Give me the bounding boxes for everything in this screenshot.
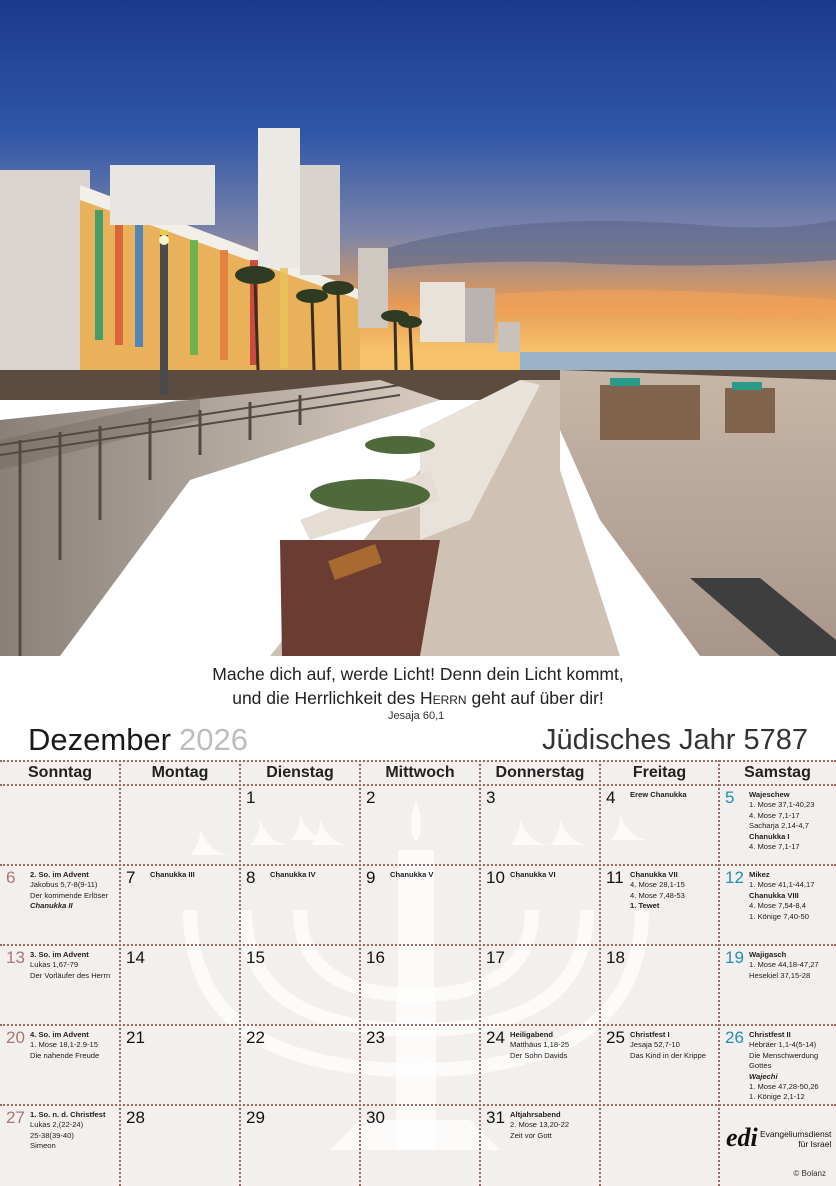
day-cell <box>480 784 600 864</box>
note-line: Lukas 1,67-79 <box>30 960 79 970</box>
year: 2026 <box>179 722 248 757</box>
day-cell <box>600 1024 719 1104</box>
grid-line <box>0 1104 836 1106</box>
day-cell <box>480 864 600 944</box>
edi-logo-mark: edi <box>726 1123 758 1152</box>
day-cell <box>0 1024 120 1104</box>
note-line: Hebräer 1,1-4(5-14) <box>749 1040 817 1050</box>
day-cell <box>600 944 719 1024</box>
weekday-3: Mittwoch <box>385 764 455 781</box>
note-line: Jesaja 52,7-10 <box>630 1040 680 1050</box>
grid-line <box>0 1024 836 1026</box>
day-cell <box>719 784 836 864</box>
verse-line-2-end: geht auf über dir! <box>466 688 604 708</box>
day-number: 1 <box>246 788 256 807</box>
day-number: 6 <box>6 868 16 887</box>
day-cell <box>360 1024 480 1104</box>
day-number: 14 <box>126 948 145 967</box>
note-line: Der Vorläufer des Herrn <box>30 970 111 980</box>
grid-line <box>0 760 836 762</box>
day-note <box>30 950 110 981</box>
note-line: Das Kind in der Krippe <box>630 1050 706 1060</box>
grid-line <box>0 784 836 786</box>
note-line: Christfest II <box>749 1030 791 1039</box>
day-note <box>30 870 108 912</box>
verse-line-2-start: und die Herrlichkeit des <box>232 688 420 708</box>
note-line: 3. So. im Advent <box>30 950 89 959</box>
note-line: Chanukka VII <box>630 870 678 879</box>
day-cell <box>360 1104 480 1186</box>
verse-line-1: Mache dich auf, werde Licht! Denn dein Licht kommt, <box>212 664 624 684</box>
day-number: 27 <box>6 1108 25 1127</box>
note-line: Chanukka VI <box>510 870 556 879</box>
jewish-year: Jüdisches Jahr 5787 <box>542 724 808 756</box>
note-line: Jakobus 5,7-8(9-11) <box>30 880 98 890</box>
verse-reference: Jesaja 60,1 <box>388 710 445 722</box>
day-cell <box>240 1104 360 1186</box>
day-number: 25 <box>606 1028 625 1047</box>
day-note <box>30 1110 106 1152</box>
note-line: 2. Mose 13,20-22 <box>510 1120 570 1130</box>
day-number: 13 <box>6 948 25 967</box>
day-cell <box>719 1024 836 1104</box>
weekday-4: Donnerstag <box>495 764 585 781</box>
day-cell <box>240 784 360 864</box>
day-note <box>150 870 195 880</box>
day-number: 17 <box>486 948 505 967</box>
day-number: 9 <box>366 868 376 887</box>
day-cell <box>120 944 240 1024</box>
day-cell <box>719 944 836 1024</box>
grid-line <box>359 760 361 1186</box>
month-title <box>28 722 248 758</box>
day-cell <box>0 1104 120 1186</box>
note-line: 4. Mose 7,48-53 <box>630 890 685 900</box>
day-number: 15 <box>246 948 265 967</box>
day-number: 3 <box>486 788 496 807</box>
note-line: 25-38(39-40) <box>30 1130 74 1140</box>
day-note <box>270 870 316 880</box>
day-number: 8 <box>246 868 256 887</box>
day-note <box>390 870 433 880</box>
note-line: 2. So. im Advent <box>30 870 89 879</box>
day-number: 24 <box>486 1028 505 1047</box>
verse-lord: Herrn <box>419 688 467 708</box>
day-number: 12 <box>725 868 744 887</box>
note-line: 4. Mose 28,1-15 <box>630 880 685 890</box>
month-name: Dezember <box>28 722 171 757</box>
day-cell <box>480 1024 600 1104</box>
note-line: Die Menschwerdung <box>749 1050 819 1060</box>
weekday-header <box>0 760 836 784</box>
day-cell <box>719 864 836 944</box>
day-cell <box>240 864 360 944</box>
weekday-2: Dienstag <box>266 764 334 781</box>
note-line: Chanukka IV <box>270 870 316 879</box>
note-line: Chanukka VIII <box>749 890 799 900</box>
day-note <box>30 1030 99 1061</box>
day-number: 2 <box>366 788 376 807</box>
day-note <box>630 870 685 912</box>
note-line: Der kommende Erlöser <box>30 890 109 900</box>
day-cell <box>600 1104 719 1186</box>
note-line: 1. Könige 2,1-12 <box>749 1092 805 1102</box>
day-note <box>510 1110 569 1141</box>
note-line: 1. Mose 44,18-47,27 <box>749 960 819 970</box>
note-line: 4. So. im Advent <box>30 1030 89 1039</box>
day-cell <box>120 864 240 944</box>
day-note <box>749 870 814 922</box>
note-line: Christfest I <box>630 1030 670 1039</box>
note-line: 1. Mose 47,28-50,26 <box>749 1082 819 1092</box>
day-cell <box>240 944 360 1024</box>
day-cell <box>480 944 600 1024</box>
note-line: Sacharja 2,14-4,7 <box>749 821 809 831</box>
grid-line <box>718 760 720 1186</box>
note-line: Wajeschew <box>749 790 790 799</box>
note-line: 1. Mose 41,1-44,17 <box>749 880 815 890</box>
note-line: Mikez <box>749 870 770 879</box>
day-cell <box>360 784 480 864</box>
note-line: Lukas 2,(22-24) <box>30 1120 84 1130</box>
note-line: 1. Mose 18,1-2.9-15 <box>30 1040 98 1050</box>
day-number: 22 <box>246 1028 265 1047</box>
note-line: 4. Mose 7,1-17 <box>749 810 800 820</box>
day-number: 31 <box>486 1108 505 1127</box>
edi-logo-text <box>760 1129 831 1149</box>
note-line: Zeit vor Gott <box>510 1130 552 1140</box>
day-cell <box>360 944 480 1024</box>
day-cell <box>600 864 719 944</box>
edi-logo-line-1: Evangeliumsdienst <box>760 1129 832 1139</box>
day-number: 5 <box>725 788 735 807</box>
note-line: 1. Tewet <box>630 901 660 911</box>
note-line: 4. Mose 7,54-8,4 <box>749 901 806 911</box>
weekday-0: Sonntag <box>28 764 92 781</box>
note-line: Der Sohn Davids <box>510 1050 568 1060</box>
day-number: 10 <box>486 868 505 887</box>
verse-line-2 <box>0 686 836 710</box>
edi-logo-line-2: für Israel <box>798 1139 832 1149</box>
photo-credit: © Bolanz <box>793 1169 826 1178</box>
note-line: Matthäus 1,18-25 <box>510 1040 570 1050</box>
grid-line <box>599 760 601 1186</box>
grid-line <box>0 864 836 866</box>
note-line: Chanukka III <box>150 870 195 879</box>
day-note <box>630 790 687 800</box>
note-line: Gottes <box>749 1061 772 1071</box>
edi-logo <box>726 1123 830 1163</box>
note-line: Heiligabend <box>510 1030 554 1039</box>
weekday-5: Freitag <box>632 764 687 781</box>
day-cell <box>120 1104 240 1186</box>
note-line: Wajechi <box>749 1071 778 1081</box>
day-number: 4 <box>606 788 616 807</box>
note-line: Altjahrsabend <box>510 1110 561 1119</box>
calendar-grid <box>0 760 836 1186</box>
day-number: 26 <box>725 1028 744 1047</box>
day-cell <box>120 784 240 864</box>
day-number: 20 <box>6 1028 25 1047</box>
note-line: Chanukka I <box>749 831 790 841</box>
note-line: 1. Könige 7,40-50 <box>749 911 809 921</box>
day-number: 28 <box>126 1108 145 1127</box>
day-note <box>749 790 814 852</box>
day-number: 11 <box>606 868 624 887</box>
note-line: Wajigasch <box>749 950 787 959</box>
day-cell <box>360 864 480 944</box>
note-line: 1. So. n. d. Christfest <box>30 1110 106 1119</box>
grid-line <box>119 760 121 1186</box>
day-number: 19 <box>725 948 744 967</box>
note-line: Hesekiel 37,15-28 <box>749 970 811 980</box>
day-number: 18 <box>606 948 625 967</box>
note-line: Chanukka II <box>30 901 73 911</box>
bible-verse <box>0 662 836 710</box>
weekday-1: Montag <box>151 764 209 781</box>
note-line: Chanukka V <box>390 870 434 879</box>
day-cell <box>600 784 719 864</box>
day-number: 29 <box>246 1108 265 1127</box>
day-number: 16 <box>366 948 385 967</box>
day-cell <box>0 944 120 1024</box>
day-cell <box>480 1104 600 1186</box>
grid-line <box>479 760 481 1186</box>
weekday-6: Samstag <box>744 764 811 781</box>
day-number: 7 <box>126 868 136 887</box>
note-line: 4. Mose 7,1-17 <box>749 842 800 852</box>
day-note <box>749 1030 819 1103</box>
note-line: Erew Chanukka <box>630 790 687 799</box>
note-line: Die nahende Freude <box>30 1050 100 1060</box>
grid-line <box>239 760 241 1186</box>
day-note <box>510 1030 569 1061</box>
day-cell <box>120 1024 240 1104</box>
grid-line <box>0 944 836 946</box>
day-number: 23 <box>366 1028 385 1047</box>
note-line: 1. Mose 37,1-40,23 <box>749 800 815 810</box>
day-note <box>630 1030 706 1061</box>
day-cell <box>0 784 120 864</box>
day-note <box>510 870 556 880</box>
day-note <box>749 950 819 981</box>
day-cell <box>0 864 120 944</box>
note-line: Simeon <box>30 1141 56 1151</box>
day-cell <box>240 1024 360 1104</box>
day-number: 30 <box>366 1108 385 1127</box>
day-number: 21 <box>126 1028 145 1047</box>
